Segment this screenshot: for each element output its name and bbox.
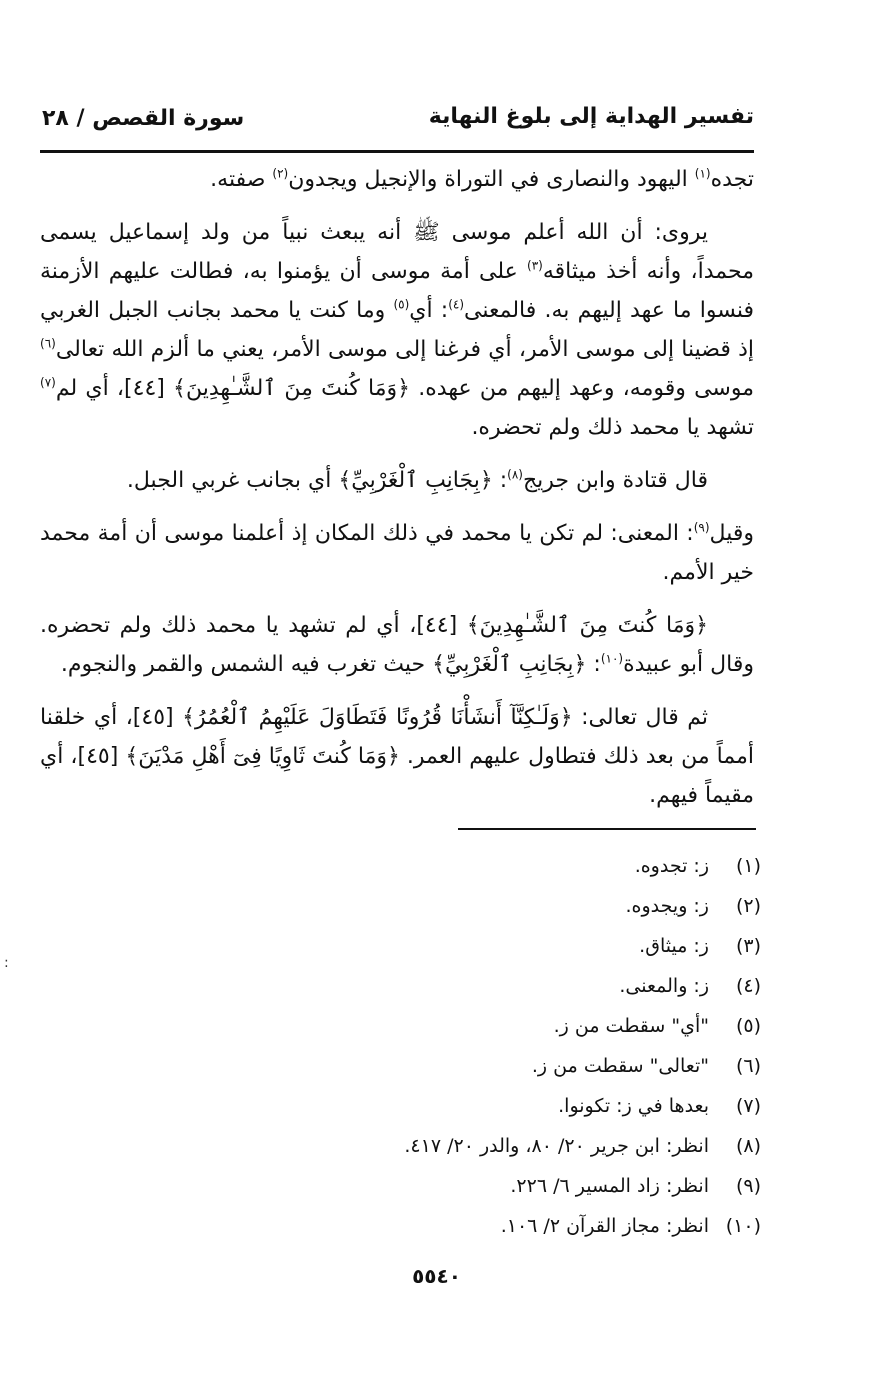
footnote-text: ز: ميثاق. — [639, 935, 709, 957]
footnote-item — [141, 886, 761, 926]
footnote-number: (١) — [735, 855, 761, 877]
text-run: اليهود والنصارى في التوراة والإنجيل ويجدون — [288, 167, 695, 192]
footnote-text: انظر: مجاز القرآن ٢/ ١٠٦. — [500, 1215, 709, 1237]
text-run: : أي — [409, 298, 449, 323]
footnote-item — [141, 1046, 761, 1086]
footnote-text: ز: ويجدوه. — [625, 895, 709, 917]
text-run: : المعنى: لم تكن يا محمد في ذلك المكان إذ أعلمنا موسى أن أمة محمد خير الأمم. — [40, 521, 754, 585]
footnote-number: (٩) — [735, 1175, 761, 1197]
footnote-ref: (٨) — [507, 467, 523, 482]
footnote-ref: (٤) — [448, 297, 465, 312]
footnote-ref: (١) — [694, 166, 711, 181]
footnote-ref: (٢) — [272, 166, 289, 181]
footnote-ref: (٧) — [40, 375, 56, 390]
text-run: تجده — [710, 167, 754, 192]
margin-scan-marks: : — [4, 955, 9, 971]
footnote-ref: (٩) — [693, 520, 710, 535]
paragraph — [40, 698, 754, 815]
footnote-item — [141, 926, 761, 966]
footnote-item — [141, 1166, 761, 1206]
text-run: : ﴿بِجَانِبِ ٱلْغَرْبِيِّ﴾ أي بجانب غربي الجبل. — [126, 468, 508, 493]
footnotes-list — [141, 846, 761, 1246]
footnote-number: (٧) — [735, 1095, 761, 1117]
footnote-text: انظر: زاد المسير ٦/ ٢٢٦. — [510, 1175, 709, 1197]
header-book-title: تفسير الهداية إلى بلوغ النهاية — [428, 104, 754, 129]
paragraph — [40, 160, 754, 199]
footnote-text: "أي" سقطت من ز. — [553, 1015, 709, 1037]
footnote-divider — [458, 828, 756, 830]
text-run: ﴿وَمَا كُنتَ مِنَ ٱلشَّـٰهِدِينَ﴾ [٤٤]، أي لم تشهد يا محمد ذلك ولم تحضره. وقال أبو عبيدة — [40, 613, 754, 677]
text-run: قال قتادة وابن جريج — [522, 468, 708, 493]
footnote-text: انظر: ابن جرير ٢٠/ ٨٠، والدر ٢٠/ ٤١٧. — [404, 1135, 709, 1157]
footnote-number: (٤) — [735, 975, 761, 997]
text-run: تشهد يا محمد ذلك ولم تحضره. — [471, 415, 754, 440]
footnote-text: "تعالى" سقطت من ز. — [531, 1055, 709, 1077]
footnote-item — [141, 846, 761, 886]
main-text — [40, 160, 754, 829]
footnote-item — [141, 1006, 761, 1046]
footnote-ref: (٣) — [527, 258, 543, 273]
footnote-ref: (٥) — [393, 297, 410, 312]
page-number: ٥٥٤٠ — [412, 1264, 461, 1288]
text-run: : ﴿بِجَانِبِ ٱلْغَرْبِيِّ﴾ حيث تغرب فيه الشمس والقمر والنجوم. — [60, 652, 601, 677]
text-run: ثم قال تعالى: ﴿وَلَـٰكِنَّآ أَنشَأْنَا قُرُونًا فَتَطَاوَلَ عَلَيْهِمُ ٱلْعُمُرُ﴾ [٤٥]، أي خلقنا أمماً من بعد ذلك فتطاول عليهم العمر. ﴿وَمَا كُنتَ ثَاوِيًا فِىٓ أَهْلِ مَدْيَنَ﴾ [٤٥]، أي مقيماً فيهم. — [40, 705, 754, 808]
footnote-ref: (٦) — [40, 336, 56, 351]
footnote-item — [141, 1086, 761, 1126]
paragraph — [40, 213, 754, 447]
text-run: صفته. — [210, 167, 273, 192]
footnote-number: (٨) — [735, 1135, 761, 1157]
text-run: وما كنت يا محمد بجانب الجبل الغربي إذ قضينا إلى موسى الأمر، أي فرغنا إلى موسى الأمر، يعني ما ألزم الله تعالى — [40, 298, 754, 362]
header-surah-label: سورة القصص / ٢٨ — [42, 106, 245, 131]
paragraph — [40, 461, 754, 500]
paragraph — [40, 606, 754, 684]
text-run: يروى: أن الله أعلم موسى ﷺ أنه يبعث نبياً من ولد إسماعيل يسمى محمداً، وأنه أخذ ميثاقه — [40, 220, 754, 284]
text-run: موسى وقومه، وعهد إليهم من عهده. ﴿وَمَا كُنتَ مِنَ ٱلشَّـٰهِدِينَ﴾ [٤٤]، أي لم — [55, 376, 754, 401]
running-header — [40, 100, 754, 140]
footnote-text: ز: تجدوه. — [634, 855, 709, 877]
footnote-text: ز: والمعنى. — [619, 975, 709, 997]
footnote-text: بعدها في ز: تكونوا. — [558, 1095, 709, 1117]
footnote-ref: (١٠) — [600, 651, 624, 666]
footnote-number: (٦) — [735, 1055, 761, 1077]
text-run: وقيل — [709, 521, 754, 546]
text-run: على أمة موسى أن يؤمنوا به، فطالت عليهم الأزمنة فنسوا ما عهد إليهم به. فالمعنى — [40, 259, 755, 323]
footnote-item — [141, 1206, 761, 1246]
paragraph — [40, 514, 754, 592]
header-divider — [40, 150, 754, 153]
footnote-number: (٢) — [735, 895, 761, 917]
footnote-number: (١٠) — [725, 1215, 761, 1237]
footnote-item — [141, 966, 761, 1006]
footnote-number: (٣) — [735, 935, 761, 957]
footnote-item — [141, 1126, 761, 1166]
footnote-number: (٥) — [735, 1015, 761, 1037]
